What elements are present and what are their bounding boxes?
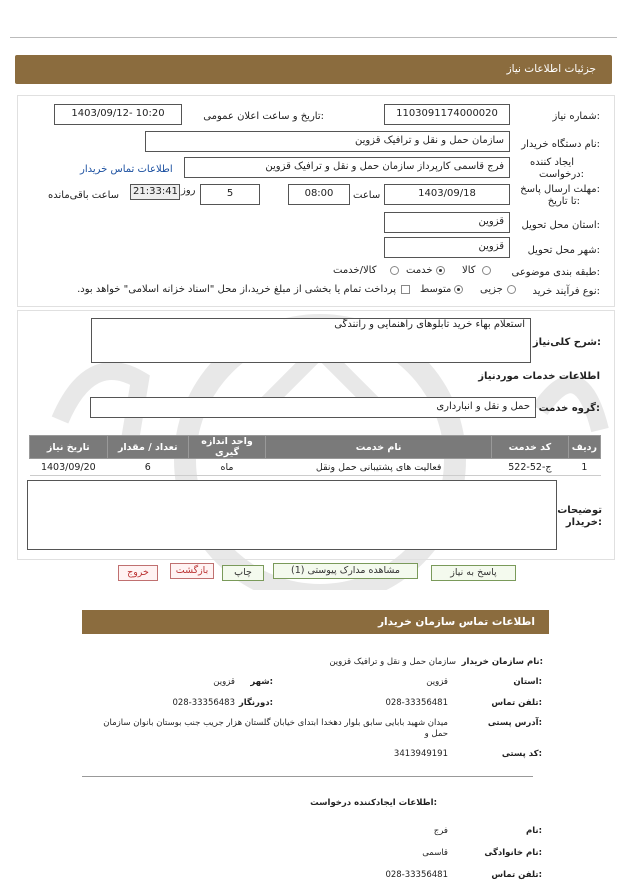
need-number-field: 1103091174000020 [384, 104, 510, 125]
deadline-time-label: ساعت [353, 190, 381, 201]
cell-name: فعالیت های پشتیبانی حمل ونقل [266, 459, 492, 476]
category-option-service: خدمت [406, 265, 433, 276]
process-radio-medium[interactable] [454, 285, 463, 294]
services-table [29, 435, 601, 476]
table-row [30, 459, 601, 476]
creator-last-name-label: نام خانوادگی: [484, 848, 542, 858]
contact-address-label: آدرس پستی: [487, 718, 542, 728]
category-label: طبقه بندی موضوعی: [511, 267, 600, 278]
back-button[interactable]: بازگشت [170, 563, 214, 579]
process-option-medium: متوسط [420, 284, 452, 295]
creator-phone-value: 028-33356481 [385, 870, 448, 880]
contact-phone-label: تلفن تماس: [491, 698, 542, 708]
contact-postal-label: کد پستی: [501, 749, 542, 759]
days-label: روز [181, 185, 196, 196]
col-unit: واحد اندازه گیری [188, 436, 265, 459]
creator-last-name-value: قاسمی [422, 848, 448, 858]
view-attachments-button[interactable]: مشاهده مدارک پیوستی (1) [273, 563, 418, 579]
contact-address-value: میدان شهید بابایی سابق بلوار دهخدا ابتدای خیابان گلستان هزار جریب جنب بوستان بانوان سازمان حمل و [103, 718, 448, 739]
city-field: قزوین [384, 237, 510, 258]
col-row: ردیف [568, 436, 600, 459]
contact-city-value: قزوین [213, 677, 235, 687]
creator-first-name-value: فرج [433, 826, 448, 836]
col-code: کد خدمت [492, 436, 569, 459]
cell-qty: 6 [107, 459, 188, 476]
category-radio-goods[interactable] [482, 266, 491, 275]
category-radio-goods-service[interactable] [390, 266, 399, 275]
print-button[interactable]: چاپ [222, 565, 264, 581]
creator-section-title: اطلاعات ایجادکننده درخواست: [310, 798, 437, 808]
process-label: نوع فرآیند خرید: [532, 286, 600, 297]
deadline-label-line2: تا تاریخ: [547, 196, 580, 207]
province-field: قزوین [384, 212, 510, 233]
buyer-org-label: نام دستگاه خریدار: [521, 139, 600, 150]
treasury-payment-checkbox[interactable] [401, 285, 410, 294]
reply-button[interactable]: پاسخ به نیاز [431, 565, 516, 581]
page-header-bar [15, 55, 612, 84]
process-radio-minor[interactable] [507, 285, 516, 294]
creator-label-line2: درخواست: [539, 169, 584, 180]
contact-fax-label: دورنگار: [238, 698, 273, 708]
services-section-title: اطلاعات خدمات موردنیاز [478, 371, 600, 382]
deadline-label-line1: مهلت ارسال پاسخ: [520, 184, 600, 195]
contact-org-label: نام سازمان خریدار: [461, 657, 543, 667]
cell-unit: ماه [188, 459, 265, 476]
cell-row: 1 [568, 459, 600, 476]
treasury-payment-text: پرداخت تمام یا بخشی از مبلغ خرید،از محل "اسناد خزانه اسلامی" خواهد بود. [77, 284, 396, 295]
buyer-contact-link[interactable]: اطلاعات تماس خریدار [80, 164, 173, 175]
deadline-time-field: 08:00 [288, 184, 350, 205]
category-option-goods-service: کالا/خدمت [333, 265, 377, 276]
contact-city-label: شهر: [250, 677, 273, 687]
contact-fax-value: 028-33356483 [172, 698, 235, 708]
buyer-notes-field [27, 480, 557, 550]
page-title: جزئیات اطلاعات نیاز [506, 63, 596, 75]
announce-date-field: 1403/09/12- 10:20 [54, 104, 182, 125]
announce-date-label: تاریخ و ساعت اعلان عمومی: [203, 111, 324, 122]
contact-phone-value: 028-33356481 [385, 698, 448, 708]
top-divider [10, 37, 617, 38]
buyer-notes-label-line2: خریدار: [565, 517, 602, 528]
remaining-time-label: ساعت باقی‌مانده [48, 190, 120, 201]
col-qty: تعداد / مقدار [107, 436, 188, 459]
process-option-minor: جزیی [480, 284, 503, 295]
contact-province-value: قزوین [426, 677, 448, 687]
summary-label: شرح کلی‌نیاز: [532, 337, 601, 348]
province-label: استان محل تحویل: [521, 220, 600, 231]
service-group-label: گروه خدمت: [538, 403, 600, 414]
buyer-notes-label-line1: توضیحات [557, 505, 602, 516]
col-name: نام خدمت [266, 436, 492, 459]
category-option-goods: کالا [462, 265, 476, 276]
contact-header-bar [82, 610, 549, 634]
need-number-label: شماره نیاز: [552, 111, 600, 122]
contact-postal-value: 3413949191 [393, 749, 448, 759]
contact-title: اطلاعات تماس سازمان خریدار [378, 616, 535, 628]
contact-divider [82, 776, 533, 777]
summary-field: استعلام بهاء خرید تابلوهای راهنمایی و رانندگی [91, 318, 531, 363]
category-radio-service[interactable] [436, 266, 445, 275]
cell-date: 1403/09/20 [30, 459, 108, 476]
services-table-header [30, 436, 601, 459]
deadline-date-field: 1403/09/18 [384, 184, 510, 205]
remaining-time-field: 21:33:41 [130, 184, 180, 200]
city-label: شهر محل تحویل: [527, 245, 600, 256]
creator-first-name-label: نام: [525, 826, 542, 836]
creator-label-line1: ایجاد کننده [530, 157, 574, 168]
cell-code: ج-52-522 [492, 459, 569, 476]
creator-phone-label: تلفن تماس: [491, 870, 542, 880]
exit-button[interactable]: خروج [118, 565, 158, 581]
service-group-field: حمل و نقل و انبارداری [90, 397, 536, 418]
col-date: تاریخ نیاز [30, 436, 108, 459]
creator-field: فرج قاسمی کارپرداز سازمان حمل و نقل و ترافیک قزوین [184, 157, 510, 178]
buyer-org-field: سازمان حمل و نقل و ترافیک قزوین [145, 131, 510, 152]
contact-org-value: سازمان حمل و نقل و ترافیک قزوین [329, 657, 456, 667]
days-field: 5 [200, 184, 260, 205]
contact-province-label: استان: [513, 677, 542, 687]
